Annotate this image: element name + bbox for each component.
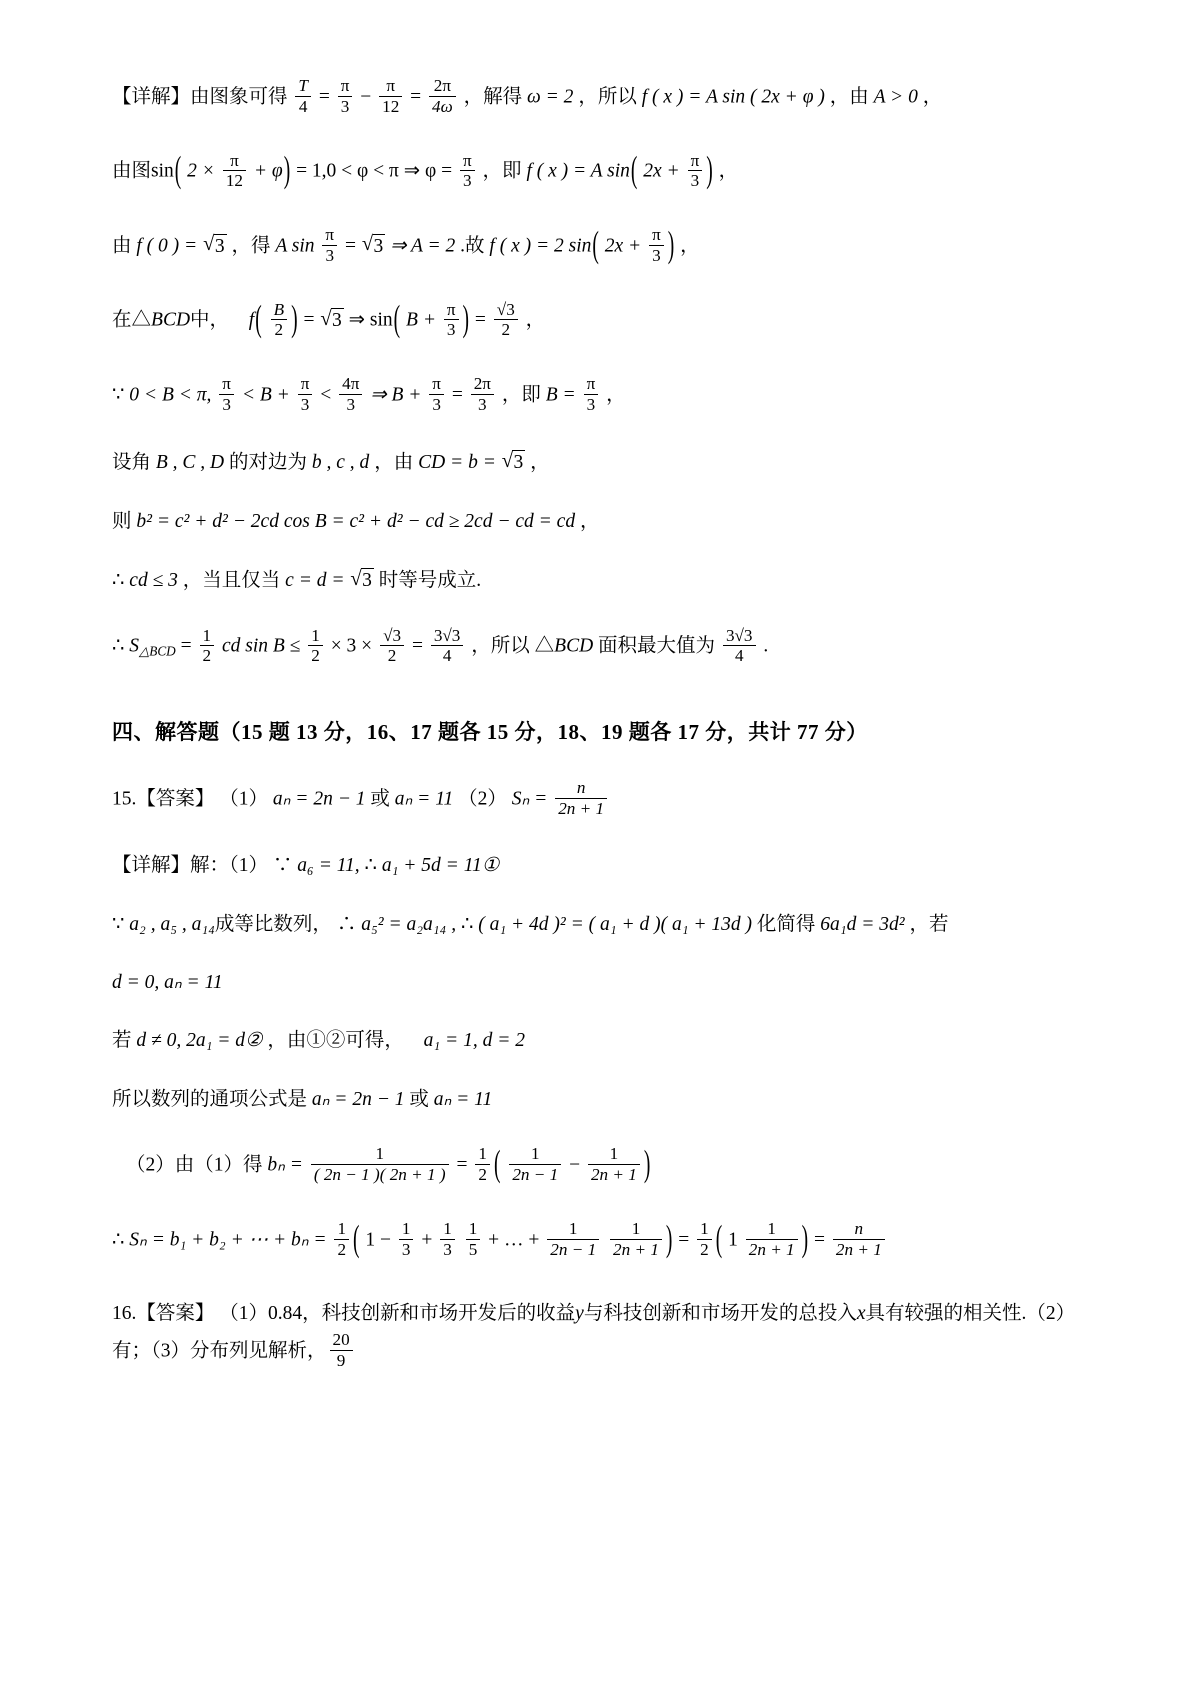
q15-detail-line-3: d = 0, aₙ = 11 <box>112 971 223 993</box>
fraction: $\frac{1}{2}$ <box>308 626 323 666</box>
sqrt: √ 3 <box>502 450 525 475</box>
solution-line-8: ∴ cd ≤ 3 ，当且仅当 c = d = √ 3 时等号成立. <box>112 568 1088 593</box>
therefore-symbol: ∴ <box>460 913 474 935</box>
fraction: $\frac{\pi}{3}$ <box>444 300 459 340</box>
fraction: $\frac{B}{2}$ <box>271 300 287 340</box>
fraction: $\frac{\pi}{12}$ <box>379 76 402 116</box>
solution-line-5: ∵ 0 < B < π, $\frac{\pi}{3}$ < B + $\frac{\pi}{3}$ < $\frac{4\pi}{3}$ ⇒ B + $\frac{\pi}{3}$ = $\frac{2\pi}{3}$ ，即 B = $\frac{\pi}{3}$ ， <box>112 374 626 414</box>
fraction: $\frac{1}{2n + 1}$ <box>746 1219 798 1259</box>
fraction: $\frac{T}{4}$ <box>295 76 311 116</box>
fraction: $\frac{\pi}{3}$ <box>688 151 703 191</box>
q16-answer-line: 16.【答案】 （1）0.84，科技创新和市场开发后的收益y与科技创新和市场开发的总投入x具有较强的相关性.（2）有；（3）分布列见解析， $\frac{20}{9}$ <box>112 1302 1076 1370</box>
fraction: $\frac{3√3}{4}$ <box>723 626 756 666</box>
fraction: $\frac{1}{5}$ <box>466 1219 481 1259</box>
fraction: $\frac{1}{2n - 1}$ <box>547 1219 599 1259</box>
fraction: $\frac{1}{( 2n - 1 )( 2n + 1 )}$ <box>311 1144 449 1184</box>
because-symbol: ∵ <box>112 913 125 935</box>
triangle-symbol: △ <box>534 636 555 657</box>
solution-line-4: 在△BCD中， f( $\frac{B}{2}$ ) = √ 3 ⇒ sin( B + $\frac{\pi}{3}$ ) = $\frac{√3}{2}$ ， <box>112 301 1088 341</box>
fraction: $\frac{1}{2}$ <box>697 1219 712 1259</box>
therefore-symbol: ∴ <box>364 855 377 877</box>
fraction: $\frac{\pi}{3}$ <box>429 374 444 414</box>
q15-detail-line-7: ∴ Sₙ = b₁ + b₂ + ⋯ + bₙ = $\frac{1}{2}$ ( 1 − $\frac{1}{3}$ + $\frac{1}{3}$ $\frac{1}{5}$ + … + $\frac{1}{2n - 1}$ $\frac{1}{2n + 1}$ ) = $\frac{1}{2}$ ( 1 $\frac{1}{2n + 1}$ ) = $\frac{n}{2n + 1}$ <box>112 1221 1088 1261</box>
triangle-symbol: △ <box>131 310 152 331</box>
fraction: $\frac{3√3}{4}$ <box>431 626 464 666</box>
fraction: $\frac{1}{2n - 1}$ <box>509 1144 561 1184</box>
therefore-symbol: ∴ <box>336 913 357 935</box>
detail-tag: 【详解】 <box>112 86 191 108</box>
because-symbol: ∵ <box>272 855 293 877</box>
question-number: 15. <box>112 788 137 810</box>
solution-line-6: 设角 B , C , D 的对边为 b , c , d ，由 CD = b = √ 3 ， <box>112 450 1088 475</box>
q15-detail-line-4: 若 d ≠ 0, 2a₁ = d② ，由①②可得， a₁ = 1, d = 2 <box>112 1030 526 1052</box>
fraction: $\frac{1}{2}$ <box>334 1219 349 1259</box>
because-symbol: ∵ <box>112 384 125 406</box>
fraction: $\frac{\pi}{3}$ <box>460 151 475 191</box>
answer-tag: 【答案】 <box>136 1302 215 1324</box>
fraction: $\frac{\pi}{3}$ <box>338 76 353 116</box>
section-heading: 四、解答题（15 题 13 分，16、17 题各 15 分，18、19 题各 17 分，共计 77 分） <box>112 719 868 744</box>
fraction: $\frac{\pi}{12}$ <box>223 151 246 191</box>
q15-detail-line-5: 所以数列的通项公式是 aₙ = 2n − 1 或 aₙ = 11 <box>112 1088 493 1110</box>
solution-line-7: 则 b² = c² + d² − 2cd cos B = c² + d² − cd ≥ 2cd − cd = cd ， <box>112 510 600 532</box>
solution-line-9: ∴ $S_{\triangle BCD}$ = $\frac{1}{2}$ cd sin B ≤ $\frac{1}{2}$ × 3 × $\frac{√3}{2}$ = $\frac{3√3}{4}$ ，所以 △BCD 面积最大值为 $\frac{3√3}{4}$ . <box>112 625 769 666</box>
fraction: $\frac{\pi}{3}$ <box>649 225 664 265</box>
fraction: $\frac{2\pi}{3}$ <box>471 374 494 414</box>
fraction: $\frac{2\pi}{4\omega}$ <box>429 76 456 116</box>
q15-detail-line-2: ∵ a₂ , a₅ , a₁₄成等比数列， ∴ a₅² = a₂a₁₄ , ∴ ( a₁ + 4d )² = ( a₁ + d )( a₁ + 13d ) 化简得 6a₁d = 3d² ，若 <box>112 913 949 935</box>
detail-tag: 【详解】 <box>112 855 191 877</box>
fraction: $\frac{1}{3}$ <box>399 1219 414 1259</box>
sqrt: √ 3 <box>320 308 343 333</box>
fraction: $\frac{\pi}{3}$ <box>322 225 337 265</box>
fraction: $\frac{1}{2n + 1}$ <box>610 1219 662 1259</box>
sqrt: √ 3 <box>203 234 226 259</box>
fraction: $\frac{n}{2n + 1}$ <box>833 1219 885 1259</box>
sqrt: √ 3 <box>362 234 385 259</box>
therefore-symbol: ∴ <box>112 636 125 657</box>
question-number: 16. <box>112 1302 137 1324</box>
solution-line-1: 【详解】由图象可得 $\frac{T}{4}$ = $\frac{\pi}{3}$ − $\frac{\pi}{12}$ = $\frac{2\pi}{4\omega}$ ，解得 ω = 2 ，所以 f ( x ) = A sin ( 2x + φ ) ，由 A > 0 ， <box>112 76 943 117</box>
fraction: $\frac{20}{9}$ <box>330 1330 353 1370</box>
solution-line-2: 由图sin( 2 × $\frac{\pi}{12}$ + φ) = 1,0 < φ < π ⇒ φ = $\frac{\pi}{3}$ ，即 f ( x ) = A sin( 2x + $\frac{\pi}{3}$ ) ， <box>112 150 739 192</box>
q15-detail-line-1: 【详解】解：（1） ∵ a₆ = 11, ∴ a₁ + 5d = 11① <box>112 855 500 877</box>
fraction: $\frac{\pi}{3}$ <box>584 374 599 414</box>
fraction: $\frac{\pi}{3}$ <box>219 374 234 414</box>
fraction: $\frac{1}{2n + 1}$ <box>588 1144 640 1184</box>
fraction: $\frac{√3}{2}$ <box>380 626 404 666</box>
fraction: $\frac{1}{3}$ <box>440 1219 455 1259</box>
solution-line-3: 由 f ( 0 ) = √ 3 ，得 A sin $\frac{\pi}{3}$ = √ 3 ⇒ A = 2 .故 f ( x ) = 2 sin( 2x + $\frac{\pi}{3}$ ) ， <box>112 227 1088 267</box>
therefore-symbol: ∴ <box>112 1229 125 1251</box>
q15-detail-line-6: （2）由（1）得 bₙ = $\frac{1}{( 2n - 1 )( 2n + 1 )}$ = $\frac{1}{2}$ ( $\frac{1}{2n - 1}$ − $\frac{1}{2n + 1}$ ) <box>126 1144 651 1185</box>
fraction: $\frac{√3}{2}$ <box>494 300 518 340</box>
fraction: $\frac{n}{2n + 1}$ <box>555 778 607 818</box>
fraction: $\frac{1}{2}$ <box>475 1144 490 1184</box>
q15-answer-line: 15.【答案】 （1） aₙ = 2n − 1 或 aₙ = 11 （2） Sₙ = $\frac{n}{2n + 1}$ <box>112 780 1088 820</box>
fraction: $\frac{4\pi}{3}$ <box>339 374 362 414</box>
therefore-symbol: ∴ <box>112 569 125 591</box>
answer-tag: 【答案】 <box>136 788 215 810</box>
sqrt: √ 3 <box>350 568 373 593</box>
fraction: $\frac{\pi}{3}$ <box>298 374 313 414</box>
fraction: $\frac{1}{2}$ <box>200 626 215 666</box>
